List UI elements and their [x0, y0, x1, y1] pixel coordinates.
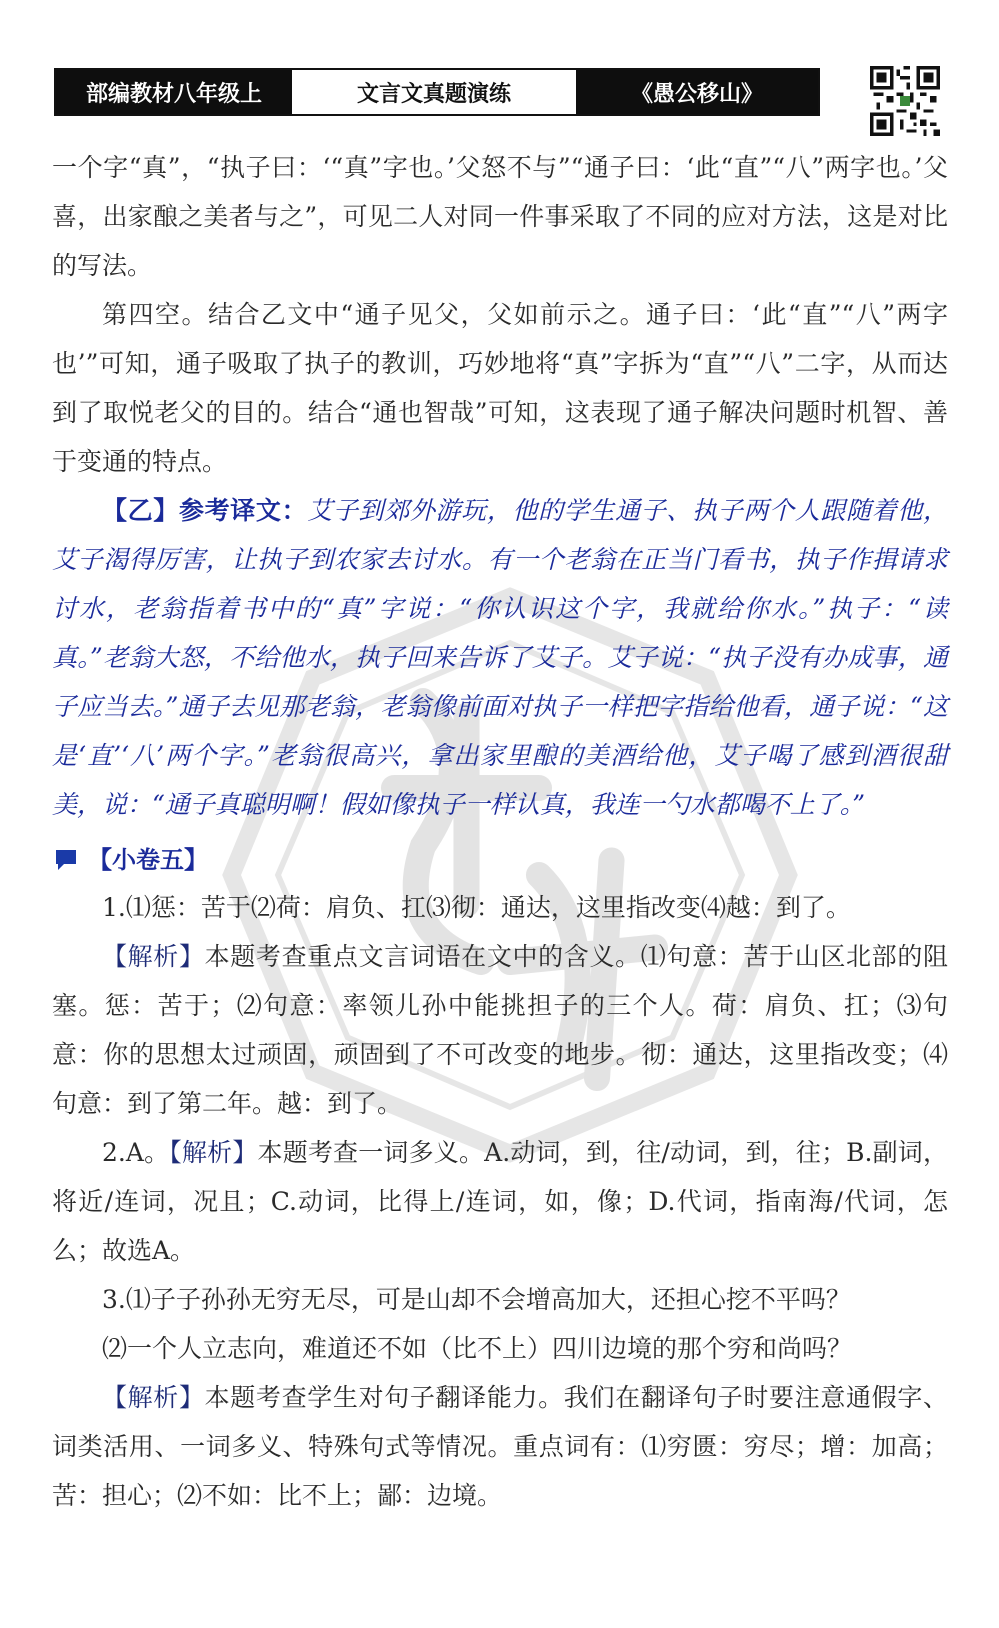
section-heading — [52, 837, 948, 883]
answer-2 — [52, 1128, 948, 1275]
analysis-text: 本题考查一词多义。A.动词，到，往/动词，到，往；B.副词，将近/连词，况且；C.动词，比得上/连词，如，像；D.代词，指南海/代词，怎么；故选A。 — [52, 1138, 948, 1265]
answer-1: 1.⑴惩：苦于⑵荷：肩负、扛⑶彻：通达，这里指改变⑷越：到了。 — [102, 893, 851, 922]
header-grade: 部编教材八年级上 — [56, 70, 292, 114]
translation-label: 【乙】参考译文： — [102, 496, 308, 525]
document-body — [52, 143, 948, 1520]
answer-3-analysis — [52, 1373, 948, 1520]
analysis-text: 本题考查学生对句子翻译能力。我们在翻译句子时要注意通假字、词类活用、一词多义、特殊句式等情况。重点词有：⑴穷匮：穷尽；增：加高；苦：担心；⑵不如：比不上；鄙：边境。 — [52, 1383, 948, 1510]
analysis-tag: 【解析】 — [169, 1138, 258, 1167]
section-title: 【小卷五】 — [88, 845, 208, 874]
answer-1-analysis — [52, 932, 948, 1128]
paragraph: 一个字“真”，“执子曰：‘“真”字也。’父怒不与”“通子曰：‘此“直”“八”两字也。’父喜，出家酿之美者与之”，可见二人对同一件事采取了不同的应对方法，这是对比的写法。 — [52, 153, 948, 280]
translation-paragraph — [52, 486, 948, 829]
qr-code-icon[interactable] — [870, 66, 940, 136]
header-bar — [54, 68, 820, 116]
answer-2-lead: 2.A。 — [102, 1138, 170, 1167]
translation-text: 艾子到郊外游玩，他的学生通子、执子两个人跟随着他，艾子渴得厉害，让执子到农家去讨水。有一个老翁在正当门看书，执子作揖请求讨水，老翁指着书中的“真”字说：“你认识这个字，我就给你水。”执子：“读真。”老翁大怒，不给他水，执子回来告诉了艾子。艾子说：“执子没有办成事，通子应当去。”通子去见那老翁，老翁像前面对执子一样把字指给他看，通子说：“这是‘直’‘八’两个字。”老翁很高兴，拿出家里酿的美酒给他，艾子喝了感到酒很甜美，说：“通子真聪明啊！假如像执子一样认真，我连一勺水都喝不上了。” — [52, 496, 948, 819]
header-topic: 文言文真题演练 — [292, 70, 576, 114]
analysis-text: 本题考查重点文言词语在文中的含义。⑴句意：苦于山区北部的阻塞。惩：苦于；⑵句意：率领儿孙中能挑担子的三个人。荷：肩负、扛；⑶句意：你的思想太过顽固，顽固到了不可改变的地步。彻：通达，这里指改变；⑷句意：到了第二年。越：到了。 — [52, 942, 948, 1118]
header-lesson: 《愚公移山》 — [576, 70, 818, 114]
analysis-tag: 【解析】 — [102, 1383, 205, 1412]
bookmark-icon — [54, 848, 80, 872]
analysis-tag: 【解析】 — [102, 942, 205, 971]
answer-3-2: ⑵一个人立志向，难道还不如（比不上）四川边境的那个穷和尚吗？ — [102, 1334, 853, 1363]
paragraph: 第四空。结合乙文中“通子见父，父如前示之。通子曰：‘此“直”“八”两字也’”可知，通子吸取了执子的教训，巧妙地将“真”字拆为“直”“八”二字，从而达到了取悦老父的目的。结合“通也智哉”可知，这表现了通子解决问题时机智、善于变通的特点。 — [52, 300, 948, 476]
answer-3-1: 3.⑴子子孙孙无穷无尽，可是山却不会增高加大，还担心挖不平吗？ — [102, 1285, 851, 1314]
